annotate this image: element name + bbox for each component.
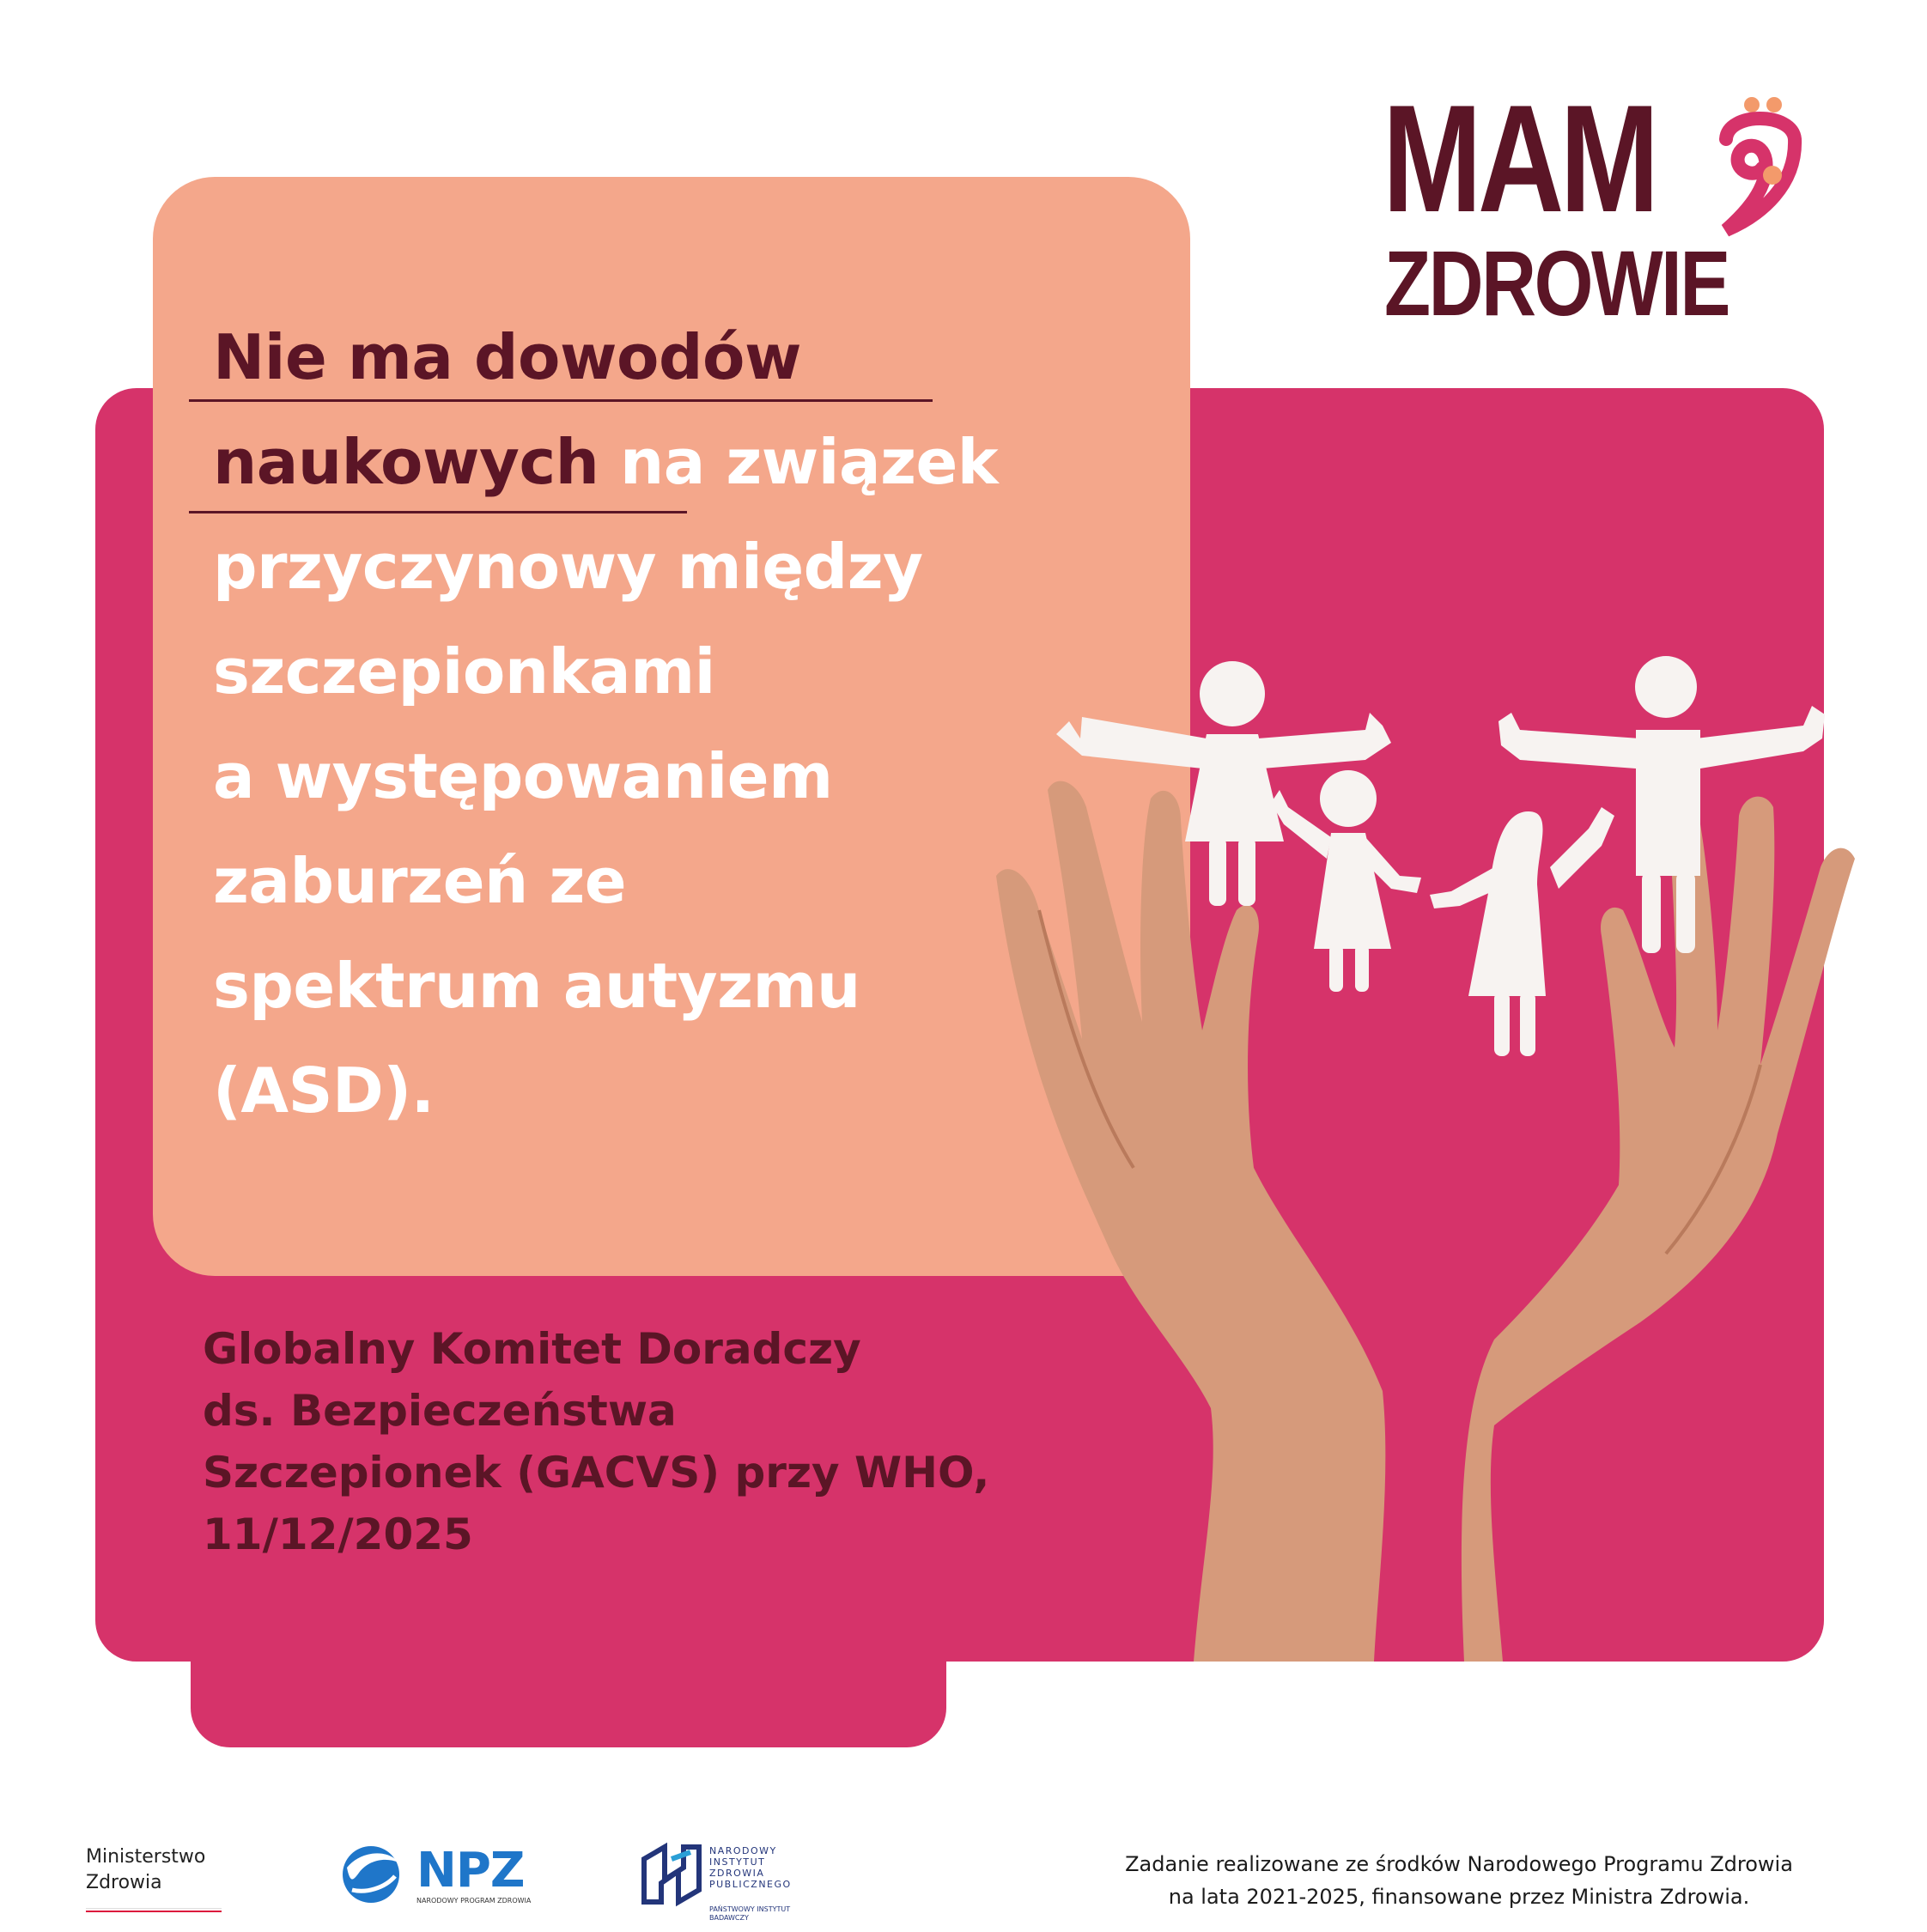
funding-line-1: Zadanie realizowane ze środków Narodowego Programu Zdrowia [1125,1852,1793,1876]
ministry-of-health-logo [86,1844,205,1896]
npz-label: NPZ [416,1843,525,1899]
npz-globe-icon [335,1842,407,1904]
hands-holding-paper-family-icon [988,653,1872,1662]
ministry-flag-bar [86,1908,222,1912]
quote-line-5: a występowaniem [213,740,833,812]
nizp-line-2: INSTYTUT [709,1856,766,1868]
nizp-subtitle [709,1905,790,1923]
nizp-logo [639,1842,811,1922]
nizp-emblem-icon [639,1842,704,1907]
ministry-line-2: Zdrowia [86,1872,162,1893]
quote-emphasis-2: naukowych [213,426,599,498]
nizp-sub-1: PAŃSTWOWY INSTYTUT [709,1905,791,1913]
logo-word-zdrowie: ZDROWIE [1384,231,1729,335]
quote-line-4: szczepionkami [213,635,715,708]
ministry-line-1: Ministerstwo [86,1846,206,1868]
quote-line-1 [213,305,1183,410]
nizp-line-4: PUBLICZNEGO [709,1879,792,1890]
source-line-3: Szczepionek (GACVS) przy WHO, [203,1448,990,1498]
emphasis-underline-2 [189,511,687,513]
source-line-2: ds. Bezpieczeństwa [203,1386,677,1436]
npz-logo [335,1842,532,1904]
logo-word-mam: MAM [1383,73,1656,244]
quote-source [203,1318,1061,1565]
mother-child-icon [1711,86,1805,240]
pink-bottom-tab [191,1631,946,1747]
quote-line-3: przyczynowy między [213,531,923,603]
quote-emphasis-1: Nie ma dowodów [213,321,802,393]
mam-zdrowie-logo [1383,73,1812,335]
npz-subtitle: NARODOWY PROGRAM ZDROWIA [416,1897,532,1905]
nizp-name [709,1845,792,1890]
quote-line-2-rest: na związek [599,426,999,498]
funding-line-2: na lata 2021-2025, finansowane przez Ministra Zdrowia. [1168,1885,1750,1909]
emphasis-underline-1 [189,399,933,402]
quote-line-2 [213,410,1183,514]
quote-line-6: zaburzeń ze [213,845,627,917]
funding-note [1073,1848,1845,1913]
nizp-line-3: ZDROWIA [709,1868,765,1879]
quote-line-8: (ASD). [213,1054,435,1127]
nizp-sub-2: BADAWCZY [709,1914,749,1922]
source-line-4: 11/12/2025 [203,1510,473,1559]
quote-line-7: spektrum autyzmu [213,950,860,1022]
nizp-line-1: NARODOWY [709,1845,777,1856]
source-line-1: Globalny Komitet Doradczy [203,1324,861,1374]
